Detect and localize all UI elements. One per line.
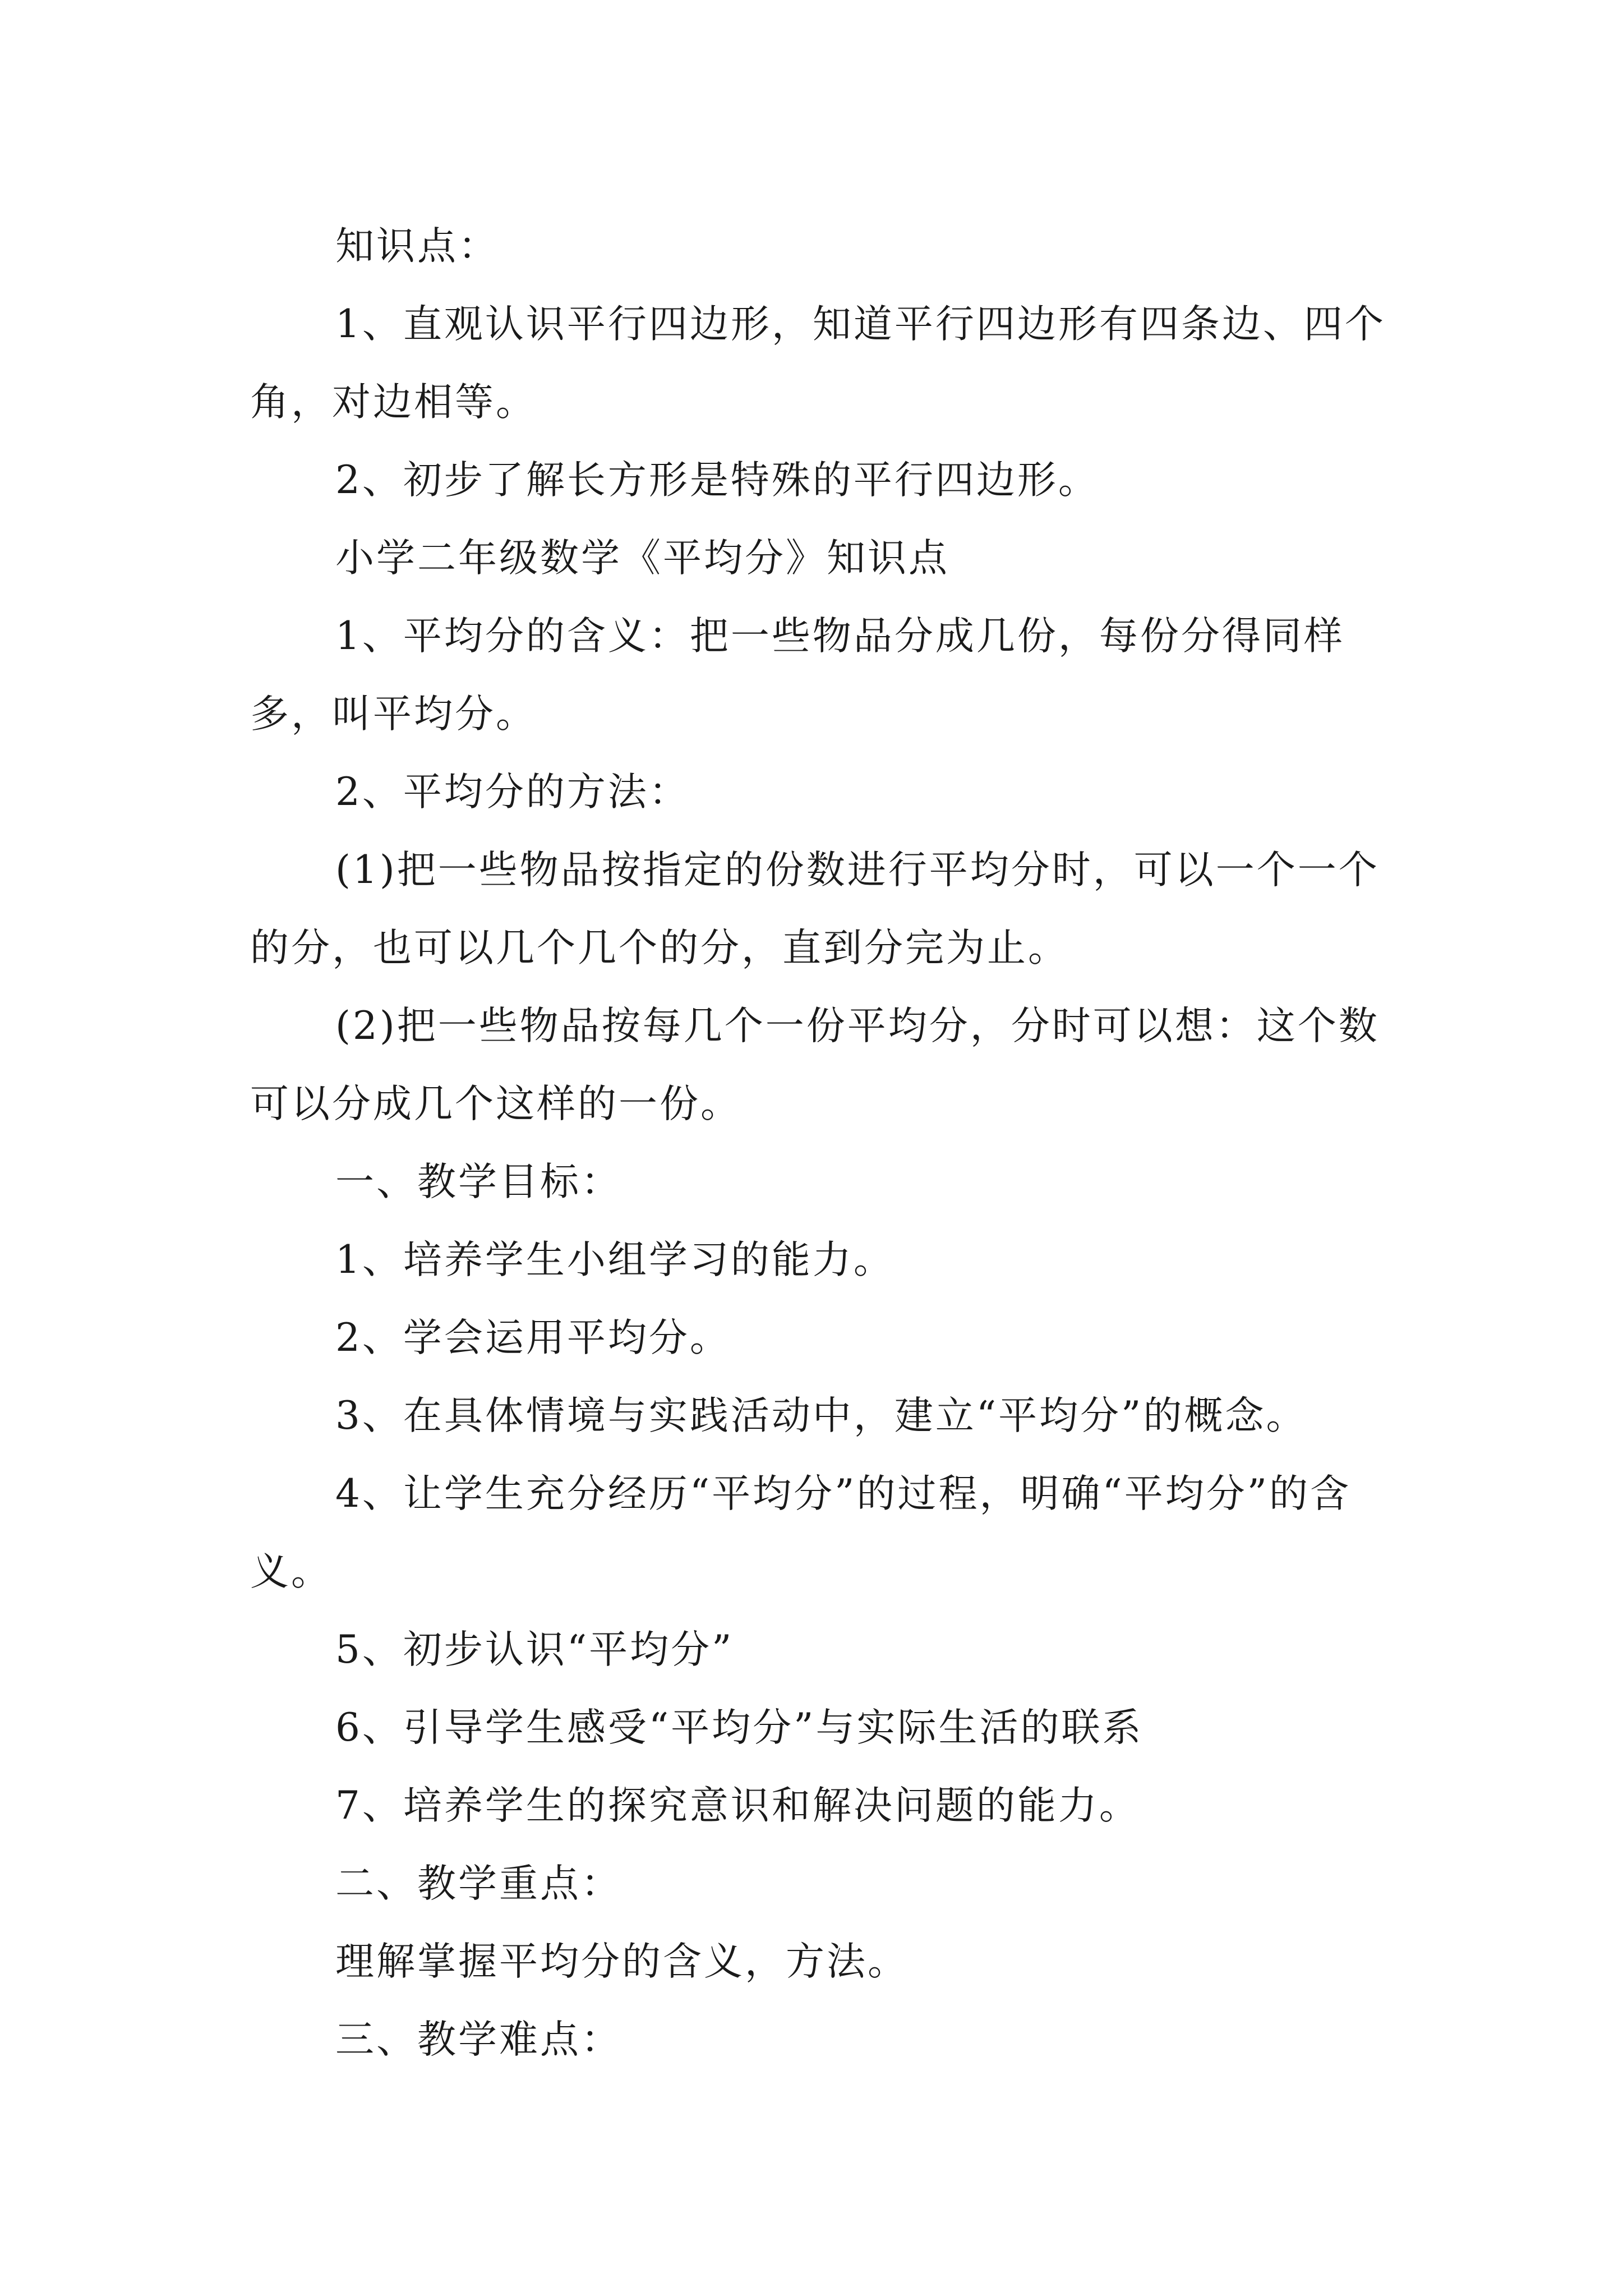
paragraph-parallelogram-2: 2、初步了解长方形是特殊的平行四边形。 <box>335 458 1099 503</box>
paragraph-focus-content: 理解掌握平均分的含义，方法。 <box>335 1939 909 1984</box>
paragraph-goal-3: 3、在具体情境与实践活动中，建立“平均分”的概念。 <box>335 1393 1307 1438</box>
document-body <box>250 208 1386 2079</box>
paragraph-heading-knowledge: 知识点： <box>335 224 499 269</box>
paragraph-average-method: 2、平均分的方法： <box>335 770 690 815</box>
paragraph-goal-5: 5、初步认识“平均分” <box>335 1627 734 1672</box>
paragraph-parallelogram-1: 1、直观认识平行四边形，知道平行四边形有四条边、四个角，对边相等。 <box>250 302 1386 425</box>
paragraph-average-meaning: 1、平均分的含义：把一些物品分成几份，每份分得同样多，叫平均分。 <box>250 614 1345 737</box>
paragraph-goals-heading: 一、教学目标： <box>335 1159 622 1204</box>
paragraph-section-title: 小学二年级数学《平均分》知识点 <box>335 536 949 581</box>
paragraph-goal-7: 7、培养学生的探究意识和解决问题的能力。 <box>335 1783 1140 1828</box>
paragraph-goal-1: 1、培养学生小组学习的能力。 <box>335 1237 895 1282</box>
paragraph-method-1: (1)把一些物品按指定的份数进行平均分时，可以一个一个的分，也可以几个几个的分，直到分完为止。 <box>250 848 1380 970</box>
paragraph-goal-2: 2、学会运用平均分。 <box>335 1315 731 1360</box>
paragraph-difficulty-heading: 三、教学难点： <box>335 2017 622 2062</box>
paragraph-method-2: (2)把一些物品按每几个一份平均分，分时可以想：这个数可以分成几个这样的一份。 <box>250 1004 1380 1126</box>
paragraph-focus-heading: 二、教学重点： <box>335 1861 622 1906</box>
paragraph-goal-6: 6、引导学生感受“平均分”与实际生活的联系 <box>335 1705 1144 1750</box>
paragraph-goal-4: 4、让学生充分经历“平均分”的过程，明确“平均分”的含义。 <box>250 1471 1351 1594</box>
